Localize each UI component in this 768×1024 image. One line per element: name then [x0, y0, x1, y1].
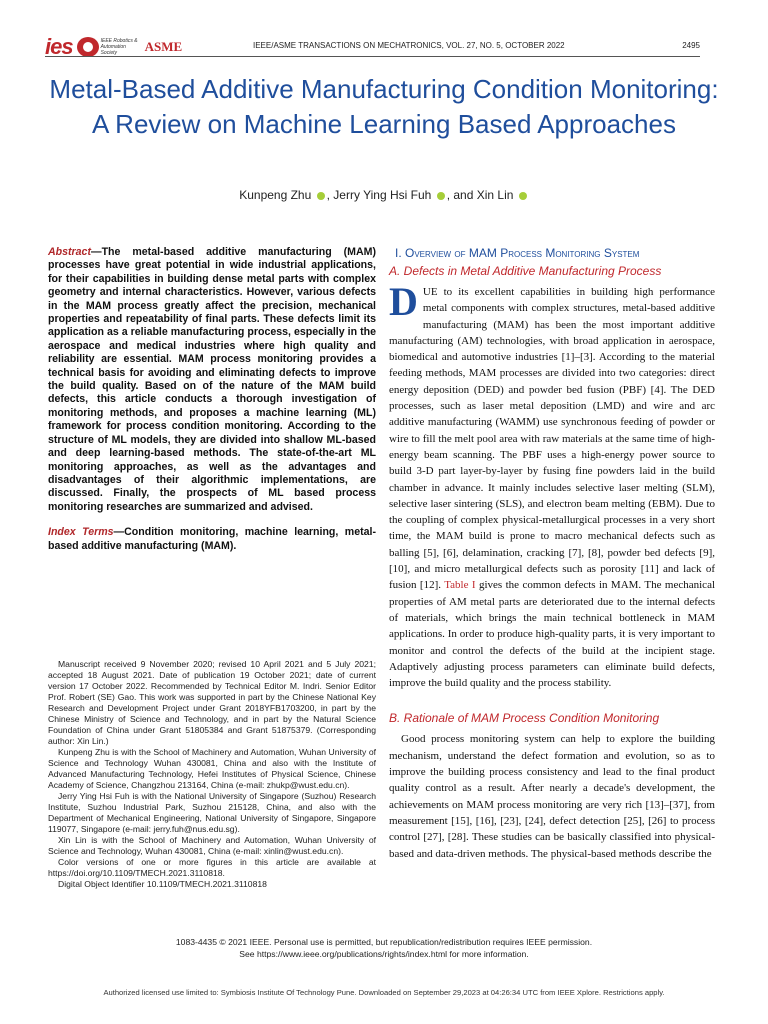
author-name: Xin Lin [476, 188, 514, 202]
running-header [45, 34, 700, 64]
index-terms-text: —Condition monitoring, machine learning, metal-based additive manufacturing (MAM). [48, 526, 377, 552]
author-separator: , and [446, 188, 477, 202]
abstract-text: —The metal-based additive manufacturing (MAM) processes have great potential in wide industrial applications, for their capabilities in building dense metal parts with complex geometry and internal characteristics. However, various defects in the MAM process greatly affect the precision, mechanical properties and repeatability of final parts. These defects limit its application as a reliable manufacturing process, especially in the aerospace and medical industries where high quality and reliability are essential. MAM process monitoring provides a technical basis for avoiding and eliminating defects to improve the build quality. Based on of the nature of the MAM build defects, this article conducts a thorough investigation of monitoring methods, and proposes a machine learning (ML) framework for process condition monitoring. According to the structure of ML models, they are divided into shallow ML-based and deep learning-based methods. The state-of-the-art ML monitoring approaches, as well as the advantages and disadvantages of their algorithmic implementations, are discussed. Finally, the prospects of ML based process monitoring researches are summarized and advised. [48, 246, 376, 513]
footnotes [48, 659, 376, 890]
ies-logo: ies [45, 34, 73, 59]
footnote-doi: Digital Object Identifier 10.1109/TMECH.2021.3110818 [58, 879, 267, 889]
subsection-heading-a: A. Defects in Metal Additive Manufacturing Process [389, 264, 662, 278]
abstract-label: Abstract [48, 246, 91, 258]
copyright-line: 1083-4435 © 2021 IEEE. Personal use is permitted, but republication/redistribution requires IEEE permission. [175, 937, 593, 947]
footnote-manuscript: Manuscript received 9 November 2020; revised 10 April 2021 and 5 July 2021; accepted 18 August 2021. Date of publication 19 October 2021; date of current version 17 October 2022. Recommended by Technical Editor M. Indri. Senior Editor Prof. Robert (SE) Gao. This work was supported in part by the Chinese National Key Research and Development Project under Grant 2018YFB1703200, in part by the Chinese Ministry of Science and Technology, and in part by the Natural Science Foundation of China under Grant 51805384 and Grant 51875379. (Corresponding author: Xin Lin.) [48, 659, 376, 746]
journal-name: IEEE/ASME TRANSACTIONS ON MECHATRONICS, VOL. 27, NO. 5, OCTOBER 2022 [253, 41, 565, 50]
footnote-color-versions: Color versions of one or more figures in this article are available at https://doi.org/10.1109/TMECH.2021.3110818. [48, 857, 376, 878]
author-list [40, 188, 728, 202]
ras-mark-icon [77, 37, 99, 57]
section-heading [395, 246, 715, 260]
paragraph-defects [389, 279, 716, 691]
right-column [389, 246, 715, 862]
index-terms-label: Index Terms [48, 526, 114, 539]
footnote-affiliation: Xin Lin is with the School of Machinery and Automation, Wuhan University of Science and Technology, Wuhan 430081, China (e-mail: xinlin@wust.edu.cn). [48, 835, 376, 856]
abstract [48, 246, 376, 514]
asme-logo: ASME [144, 39, 183, 54]
orcid-icon[interactable] [317, 192, 325, 200]
ras-logo [77, 37, 141, 57]
section-number: I. [395, 246, 402, 260]
drop-cap: D [389, 279, 418, 324]
paragraph-text: UE to its excellent capabilities in building high performance metal components with complex structures, metal-based additive manufacturing (MAM) has been the most important additive manufacturing (AM) technologies, with broad application in aerospace, biomedical and automotive industries [1]–[3]. According to the material feeding methods, MAM processes are divided into two categories: direct energy deposition (DED) and powder bed fusion (PBF) [4]. The DED processes, such as laser metal deposition (LMD) and wire and arc additive manufacturing (WAMM) use synchronous feeding of powder or wire to fill the melt pool area with raw materials at the same time of high-energy beam scanning. The PBF uses a high-energy power source to build 3-D part layer-by-layer by fusing fine powders laid in the build chamber in advance. It mainly includes selective laser melting (SLM), selective laser sintering (SLS), and electron beam melting (EBM). Due to the coupling of complex physical-metallurgical processes in a very short time, the MAM build is prone to macro mechanical defects such as balling [5], [6], delamination, cracking [7], [8], powder bed defects [9], [10], and micro metallurgical defects such as porosity [11] and lack of fusion [12]. [389, 286, 715, 592]
section-title: Overview of MAM Process Monitoring System [405, 246, 640, 260]
footnote-affiliation: Kunpeng Zhu is with the School of Machinery and Automation, Wuhan University of Science and Technology Wuhan 430081, China and also with the Institute of Advanced Manufacturing Technology, Hefei Institutes of Physical Science, Chinese Academy of Science, Changzhou 213164, China (e-mail: zhukp@wust.edu.cn). [48, 747, 376, 790]
license-notice: Authorized licensed use limited to: Symbiosis Institute Of Technology Pune. Downloaded on September 29,2023 at 04:26:34 UTC from IEEE Xplore. Restrictions apply. [103, 988, 665, 997]
ras-logo-text: IEEE Robotics & Automation Society [100, 38, 138, 56]
footnote-affiliation: Jerry Ying Hsi Fuh is with the National University of Singapore (Suzhou) Research Institute, Suzhou Industrial Park, Suzhou 215128, China, and also with the Department of Mechanical Engineering, National University of Singapore, Singapore 119077, Singapore (e-mail: jerry.fuh@nus.edu.sg). [48, 791, 376, 834]
author-separator: , [326, 188, 334, 202]
subsection-heading-b: B. Rationale of MAM Process Condition Monitoring [389, 711, 660, 726]
index-terms [48, 526, 376, 553]
author-name: Jerry Ying Hsi Fuh [333, 188, 432, 202]
table-reference-link[interactable]: Table I [444, 579, 476, 592]
author-name: Kunpeng Zhu [239, 188, 312, 202]
paragraph-text: gives the common defects in MAM. The mechanical properties of AM metal parts are deteriorated due to the internal defects of materials, which brings the main technical bottleneck in MAM applications. In order to produce high-quality parts, it is very important to monitor and control the defects of the build at the incipient stage. Adaptively adjusting process parameters can eliminate build defects, improve the build quality and the process stability. [389, 579, 716, 690]
paper-title: Metal-Based Additive Manufacturing Condition Monitoring: A Review on Machine Learning Based Approaches [49, 74, 719, 139]
header-rule [45, 56, 700, 57]
orcid-icon[interactable] [437, 192, 445, 200]
page-number: 2495 [682, 41, 700, 50]
copyright-notice [40, 937, 728, 960]
orcid-icon[interactable] [519, 192, 527, 200]
rights-line: See https://www.ieee.org/publications/rights/index.html for more information. [239, 948, 529, 959]
paragraph-rationale: Good process monitoring system can help to explore the building mechanism, understand the defect formation and evolution, so as to improve the building process consistency and lead to the final product quality control as a result. After nearly a decade's development, the achievements on MAM process monitoring are very rich [13]–[37], from measurement [15], [16], [23], [24], defect detection [25], [26] to process control [27], [28]. These studies can be basically classified into physical-based and data-driven methods. The physical-based methods describe the [389, 733, 715, 860]
left-column [48, 246, 376, 553]
